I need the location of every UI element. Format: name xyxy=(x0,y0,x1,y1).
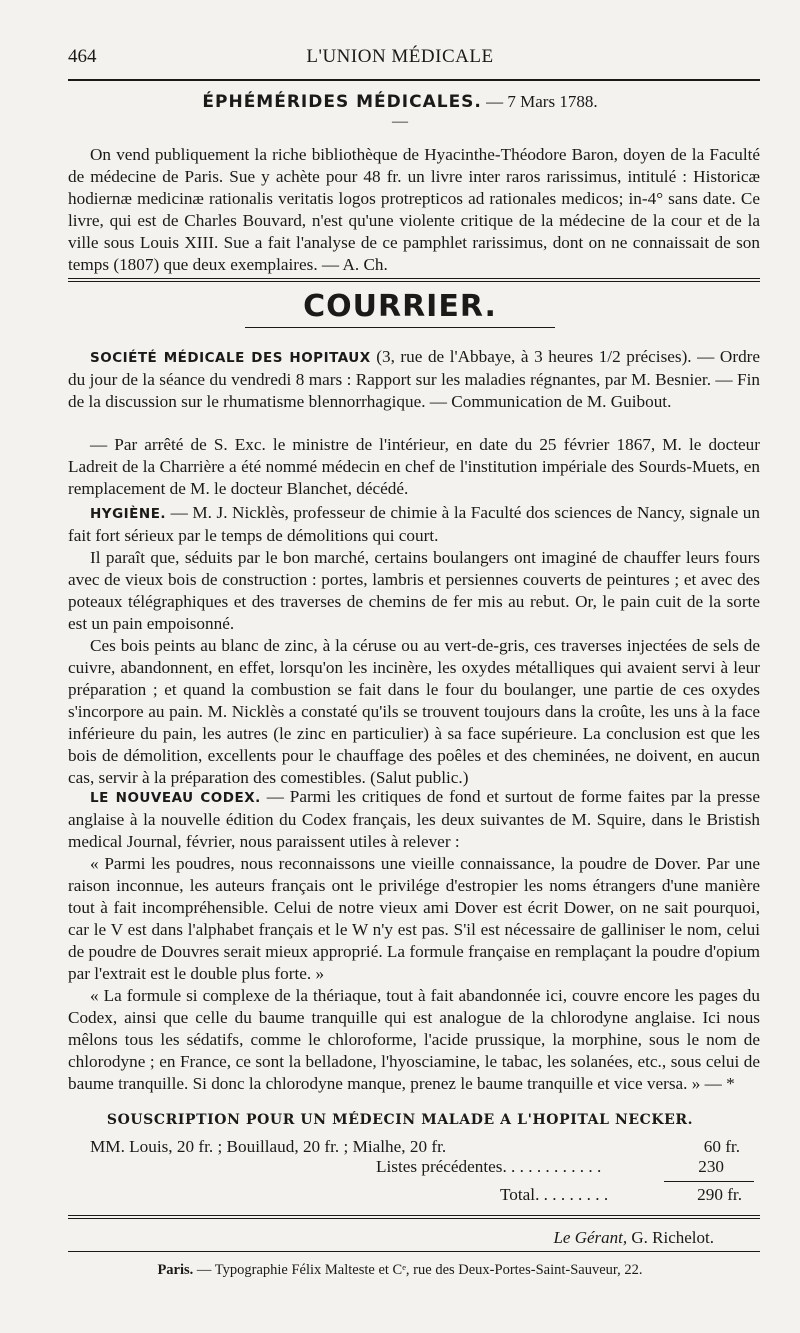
ephemerides-text: On vend publiquement la riche bibliothèque de Hyacinthe-Théodore Baron, doyen de la Faculté de médecine de Paris. Sue y achète pour 48 fr. un livre inter raros rarissimus, intitulé : Historicæ hodiernæ medicinæ rationalis veritatis logos protrepticos ad rationales medicos; in-4° sans date. Ce livre, qui est de Charles Bouvard, n'est qu'une violente critique de la médecine de la cour et de la ville sous Louis XIII. Sue a fait l'analyse de ce pamphlet rarissimus, dont on ne connaissait de son temps (1807) que deux exemplaires. — A. Ch. xyxy=(68,145,760,274)
codex-quote-1: « Parmi les poudres, nous reconnaissons une vieille connaissance, la poudre de Dover. Par une raison inconnue, les auteurs français ont le privilége d'estropier les noms étrangers d'une manière tout à fait incompréhensible. Celui de notre vieux ami Dover est écrit Dower, on ne sait pourquoi, car le V est dans l'alphabet français et le W n'y est pas. S'il est nécessaire de galliniser le nom, celui de poudre de Douvres serait mieux approprié. La formule française en remplaçant la poudre d'opium par l'extrait est le double plus forte. » xyxy=(68,854,760,983)
souscription-line-1-label: MM. Louis, 20 fr. ; Bouillaud, 20 fr. ; Mialhe, 20 fr. xyxy=(90,1137,447,1156)
courrier-rule-top-2 xyxy=(68,281,760,282)
hygiene-text: — M. J. Nicklès, professeur de chimie à la Faculté dos sciences de Nancy, signale un fait fort sérieux par le temps de démolitions qui court. xyxy=(68,503,760,545)
printer-imprint xyxy=(0,1262,800,1279)
footer-rule-top xyxy=(68,1215,760,1216)
total-rule xyxy=(664,1181,754,1182)
header-rule xyxy=(68,79,760,81)
hygiene-paragraph-2: Il paraît que, séduits par le bon marché, certains boulangers ont imaginé de chauffer leurs fours avec de vieux bois de construction : portes, lambris et persiennes couverts de peintures ; et avec des poteaux télégraphiques et des traverses de chemins de fer mis au rebut. Or, le pain cuit de la sorte est un pain empoisonné. xyxy=(68,548,760,633)
codex-quote-2: « La formule si complexe de la thériaque, tout à fait abandonnée ici, couvre encore les pages du Codex, ainsi que celle du baume tranquille qui est analogue de la chlorodyne anglaise. Ici nous mêlons tous les sédatifs, comme le chloroforme, l'acide prussique, la morphine, sous le nom de chlorodyne ; en France, ce sont la belladone, l'hyosciamine, le tabac, les solanées, etc., sous celui de baume tranquille. Si donc la chlorodyne manque, prenez le baume tranquille et vice versa. » — * xyxy=(68,986,760,1093)
souscription-line-2-label: Listes précédentes. . . . . . . . . . . . xyxy=(376,1157,602,1176)
hygiene-section xyxy=(68,502,760,789)
imprint-city: Paris. xyxy=(157,1262,194,1278)
gerant-signature xyxy=(553,1228,714,1248)
souscription-title-text: SOUSCRIPTION POUR UN MÉDECIN MALADE A L'HOPITAL NECKER. xyxy=(106,1112,694,1128)
ephemerides-heading xyxy=(0,92,800,112)
ephemerides-separator: — xyxy=(392,113,408,130)
societe-paragraph xyxy=(68,346,760,413)
societe-label: SOCIÉTÉ MÉDICALE DES HOPITAUX xyxy=(90,350,371,366)
codex-text: — Parmi les critiques de fond et surtout de forme faites par la presse anglaise à la nouvelle édition du Codex français, les deux suivantes de M. Squire, dans le Bristish medical Journal, février, nous paraissent utiles à relever : xyxy=(68,787,760,851)
footer-rule-bottom xyxy=(68,1251,760,1252)
gerant-label: Le Gérant, xyxy=(553,1228,628,1247)
arrete-paragraph: — Par arrêté de S. Exc. le ministre de l'intérieur, en date du 25 février 1867, M. le docteur Ladreit de la Charrière a été nommé médecin en chef de l'institution impériale des Sourds-Muets, en remplacement de M. le docteur Blanchet, décédé. xyxy=(68,435,760,498)
page-number: 464 xyxy=(68,46,97,67)
ephemerides-date: — 7 Mars 1788. xyxy=(486,92,598,111)
souscription-line-2-amount: 230 xyxy=(698,1157,724,1176)
hygiene-paragraph-3: Ces bois peints au blanc de zinc, à la céruse ou au vert-de-gris, ces traverses injectées de sels de cuivre, abandonnent, en effet, lorsqu'on les incinère, les oxydes métalliques qui avaient servi à leur préparation ; et quand la combustion se fait dans le four du boulanger, une partie de ces oxydes s'incorpore au pain. M. Nicklès a constaté qu'ils se trouvent toujours dans la croûte, les uns à la face inférieure du pain, les autres (le zinc en particulier) à sa face supérieure. La conclusion est que les bois de démolition, excellents pour le chauffage des poêles et des cheminées, ne doivent, en aucun cas, servir à la préparation des comestibles. (Salut public.) xyxy=(68,636,760,787)
imprint-text: — Typographie Félix Malteste et Cᵉ, rue des Deux-Portes-Saint-Sauveur, 22. xyxy=(196,1262,643,1278)
codex-label: LE NOUVEAU CODEX. xyxy=(90,790,261,806)
societe-text: (3, rue de l'Abbaye, à 3 heures 1/2 précises). — Ordre du jour de la séance du vendredi 8 mars : Rapport sur les maladies régnantes, par M. Besnier. — Fin de la discussion sur le rhumatisme blennorrhagique. — Communication de M. Guibout. xyxy=(68,347,761,411)
souscription-total-label: Total. . . . . . . . . xyxy=(500,1185,609,1204)
courrier-title: COURRIER. xyxy=(303,289,497,324)
souscription-title xyxy=(0,1112,800,1129)
hygiene-label: HYGIÈNE. xyxy=(90,506,167,522)
souscription-total-amount: 290 fr. xyxy=(697,1185,742,1204)
codex-section xyxy=(68,786,760,1095)
journal-title: L'UNION MÉDICALE xyxy=(306,46,494,67)
footer-rule-top-2 xyxy=(68,1218,760,1219)
gerant-name: G. Richelot. xyxy=(631,1228,714,1247)
ephemerides-title: ÉPHÉMÉRIDES MÉDICALES. xyxy=(202,92,482,112)
courrier-rule-top xyxy=(68,278,760,279)
courrier-rule-bottom xyxy=(245,327,555,328)
souscription-line-1-amount: 60 fr. xyxy=(703,1137,740,1156)
